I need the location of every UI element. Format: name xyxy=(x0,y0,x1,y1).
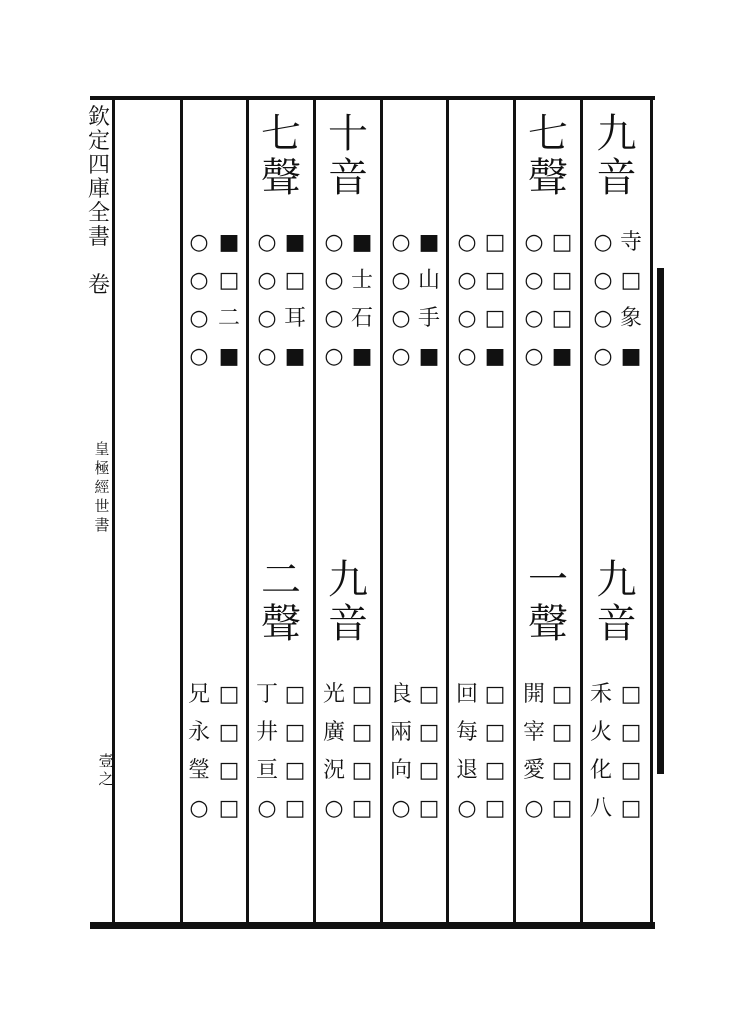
cell: 火 xyxy=(589,720,612,745)
cell: ■ xyxy=(484,344,506,369)
cell-group-left xyxy=(185,680,213,824)
cell: □ xyxy=(620,682,642,707)
cell: ○ xyxy=(391,306,411,331)
text-column xyxy=(449,100,513,922)
cell: ○ xyxy=(524,306,544,331)
heading-char: 聲 xyxy=(261,601,301,647)
cell: 象 xyxy=(619,306,642,331)
heading-char: 九 xyxy=(328,557,368,603)
cell: 手 xyxy=(417,306,440,331)
heading-char: 聲 xyxy=(528,155,568,201)
cell: ○ xyxy=(324,344,344,369)
column-divider xyxy=(650,100,653,922)
heading-char: 聲 xyxy=(261,155,301,201)
margin-char: 庫 xyxy=(87,177,110,202)
margin-char: 書 xyxy=(87,225,110,250)
cell: ○ xyxy=(391,268,411,293)
cell: □ xyxy=(418,682,440,707)
cell: □ xyxy=(484,720,506,745)
cell: □ xyxy=(284,682,306,707)
cell: 石 xyxy=(350,306,373,331)
cell: □ xyxy=(484,230,506,255)
margin-char: 欽 xyxy=(87,105,110,130)
cell: ○ xyxy=(457,344,477,369)
cell: □ xyxy=(284,758,306,783)
cell: ○ xyxy=(457,796,477,821)
cell-group-left xyxy=(520,228,548,372)
margin-char: 經 xyxy=(94,478,110,496)
cell: 宰 xyxy=(522,720,545,745)
cell: ○ xyxy=(457,306,477,331)
cell: 丁 xyxy=(255,682,278,707)
cell: □ xyxy=(484,758,506,783)
cell-group-right xyxy=(481,680,509,824)
heading-char: 七 xyxy=(528,111,568,157)
cell-group-right xyxy=(415,228,443,372)
text-column xyxy=(383,100,446,922)
cell: □ xyxy=(284,796,306,821)
cell: ○ xyxy=(324,268,344,293)
cell: 山 xyxy=(417,268,440,293)
text-column xyxy=(316,100,380,922)
volume-mark: 卷 xyxy=(87,273,110,298)
cell: 廣 xyxy=(322,720,345,745)
cell: ■ xyxy=(284,230,306,255)
cell-group-right xyxy=(548,680,576,824)
cell: □ xyxy=(351,758,373,783)
cell-group-right xyxy=(281,680,309,824)
cell: ○ xyxy=(189,230,209,255)
right-edge-bar xyxy=(657,268,664,774)
cell: 井 xyxy=(255,720,278,745)
cell: □ xyxy=(218,796,240,821)
cell-group-right xyxy=(348,228,376,372)
cell: 化 xyxy=(589,758,612,783)
cell: □ xyxy=(418,758,440,783)
page-number xyxy=(96,752,116,788)
cell-group-left xyxy=(589,228,617,372)
cell: 永 xyxy=(187,720,210,745)
cell: ○ xyxy=(257,344,277,369)
cell: 況 xyxy=(322,758,345,783)
bottom-border xyxy=(90,922,655,929)
cell: ○ xyxy=(189,344,209,369)
cell: ○ xyxy=(457,230,477,255)
cell: □ xyxy=(551,796,573,821)
cell: □ xyxy=(620,268,642,293)
text-column xyxy=(249,100,313,922)
margin-char: 書 xyxy=(94,516,110,534)
heading-char: 音 xyxy=(328,601,368,647)
cell: ○ xyxy=(391,344,411,369)
column-heading xyxy=(316,112,380,200)
heading-char: 二 xyxy=(261,557,301,603)
cell: 兩 xyxy=(389,720,412,745)
cell-group-right xyxy=(281,228,309,372)
cell: 開 xyxy=(522,682,545,707)
cell: ○ xyxy=(257,230,277,255)
cell-group-left xyxy=(320,228,348,372)
cell: □ xyxy=(484,268,506,293)
cell: ○ xyxy=(257,268,277,293)
cell: 士 xyxy=(350,268,373,293)
cell: ○ xyxy=(593,306,613,331)
cell: □ xyxy=(620,720,642,745)
cell-group-left xyxy=(185,228,213,372)
cell: ○ xyxy=(524,344,544,369)
cell: □ xyxy=(218,720,240,745)
cell: ■ xyxy=(551,344,573,369)
heading-char: 聲 xyxy=(528,601,568,647)
margin-char: 四 xyxy=(87,153,110,178)
cell: □ xyxy=(551,720,573,745)
cell: 向 xyxy=(389,758,412,783)
cell: ■ xyxy=(218,344,240,369)
cell: □ xyxy=(551,758,573,783)
cell-group-right xyxy=(348,680,376,824)
cell: ○ xyxy=(189,306,209,331)
cell-group-left xyxy=(253,228,281,372)
cell: □ xyxy=(218,758,240,783)
cell: ○ xyxy=(189,796,209,821)
cell: □ xyxy=(418,720,440,745)
column-heading xyxy=(583,112,650,200)
cell: □ xyxy=(351,720,373,745)
cell-group-right xyxy=(481,228,509,372)
cell: ○ xyxy=(593,344,613,369)
cell: □ xyxy=(620,796,642,821)
text-column xyxy=(583,100,650,922)
margin-book-title xyxy=(86,106,112,298)
cell: ○ xyxy=(524,268,544,293)
margin-char: 世 xyxy=(94,497,110,515)
cell: □ xyxy=(351,682,373,707)
column-divider xyxy=(112,100,115,922)
cell: ○ xyxy=(524,796,544,821)
page-number-char: 之 xyxy=(98,770,114,788)
cell: □ xyxy=(284,268,306,293)
cell: ■ xyxy=(418,344,440,369)
cell: 退 xyxy=(455,758,478,783)
heading-char: 一 xyxy=(528,557,568,603)
cell-group-left xyxy=(387,228,415,372)
margin-char: 全 xyxy=(87,201,110,226)
cell: ■ xyxy=(218,230,240,255)
cell: □ xyxy=(484,306,506,331)
cell: 每 xyxy=(455,720,478,745)
cell: □ xyxy=(620,758,642,783)
cell: ■ xyxy=(351,344,373,369)
cell-group-left xyxy=(520,680,548,824)
column-heading xyxy=(516,558,580,646)
cell: ○ xyxy=(324,306,344,331)
cell: ○ xyxy=(324,796,344,821)
cell: ○ xyxy=(391,230,411,255)
cell: 光 xyxy=(322,682,345,707)
cell: ○ xyxy=(189,268,209,293)
heading-char: 音 xyxy=(596,155,637,201)
cell: ○ xyxy=(457,268,477,293)
cell: ○ xyxy=(257,306,277,331)
cell: ○ xyxy=(593,268,613,293)
cell: □ xyxy=(218,682,240,707)
cell: ○ xyxy=(257,796,277,821)
column-heading xyxy=(249,112,313,200)
cell: ■ xyxy=(351,230,373,255)
cell: 兄 xyxy=(187,682,210,707)
cell-group-left xyxy=(587,680,615,824)
heading-char: 音 xyxy=(596,601,637,647)
cell: □ xyxy=(551,682,573,707)
cell: □ xyxy=(484,682,506,707)
cell: ■ xyxy=(620,344,642,369)
cell: ○ xyxy=(324,230,344,255)
cell-group-left xyxy=(253,680,281,824)
cell-group-right xyxy=(548,228,576,372)
cell: 回 xyxy=(455,682,478,707)
cell-group-left xyxy=(320,680,348,824)
column-heading xyxy=(516,112,580,200)
cell-group-right xyxy=(415,680,443,824)
column-heading xyxy=(249,558,313,646)
text-column xyxy=(516,100,580,922)
margin-char: 定 xyxy=(87,129,110,154)
cell: 寺 xyxy=(619,230,642,255)
cell: □ xyxy=(551,230,573,255)
cell: □ xyxy=(418,796,440,821)
margin-work-title xyxy=(92,440,112,535)
margin-char: 皇 xyxy=(94,440,110,458)
cell: □ xyxy=(551,306,573,331)
cell: ○ xyxy=(391,796,411,821)
margin-char: 極 xyxy=(94,459,110,477)
cell-group-left xyxy=(453,228,481,372)
cell: ○ xyxy=(593,230,613,255)
cell: □ xyxy=(218,268,240,293)
heading-char: 音 xyxy=(328,155,368,201)
heading-char: 十 xyxy=(328,111,368,157)
cell-group-left xyxy=(453,680,481,824)
cell: □ xyxy=(551,268,573,293)
heading-char: 九 xyxy=(596,111,637,157)
cell: □ xyxy=(284,720,306,745)
cell-group-right xyxy=(215,228,243,372)
cell: ■ xyxy=(418,230,440,255)
cell: ○ xyxy=(524,230,544,255)
cell: 瑩 xyxy=(187,758,210,783)
text-column xyxy=(183,100,246,922)
cell: 八 xyxy=(589,796,612,821)
cell: □ xyxy=(484,796,506,821)
heading-char: 七 xyxy=(261,111,301,157)
cell-group-right xyxy=(215,680,243,824)
cell: □ xyxy=(351,796,373,821)
cell: 愛 xyxy=(522,758,545,783)
cell-group-left xyxy=(387,680,415,824)
cell: 禾 xyxy=(589,682,612,707)
column-heading xyxy=(583,558,650,646)
page-number-char: 壹 xyxy=(98,752,114,770)
cell-group-right xyxy=(617,680,645,824)
cell: 良 xyxy=(389,682,412,707)
cell: 亘 xyxy=(255,758,278,783)
cell-group-right xyxy=(617,228,645,372)
cell: 二 xyxy=(217,306,240,331)
cell: ■ xyxy=(284,344,306,369)
heading-char: 九 xyxy=(596,557,637,603)
column-heading xyxy=(316,558,380,646)
cell: 耳 xyxy=(283,306,306,331)
